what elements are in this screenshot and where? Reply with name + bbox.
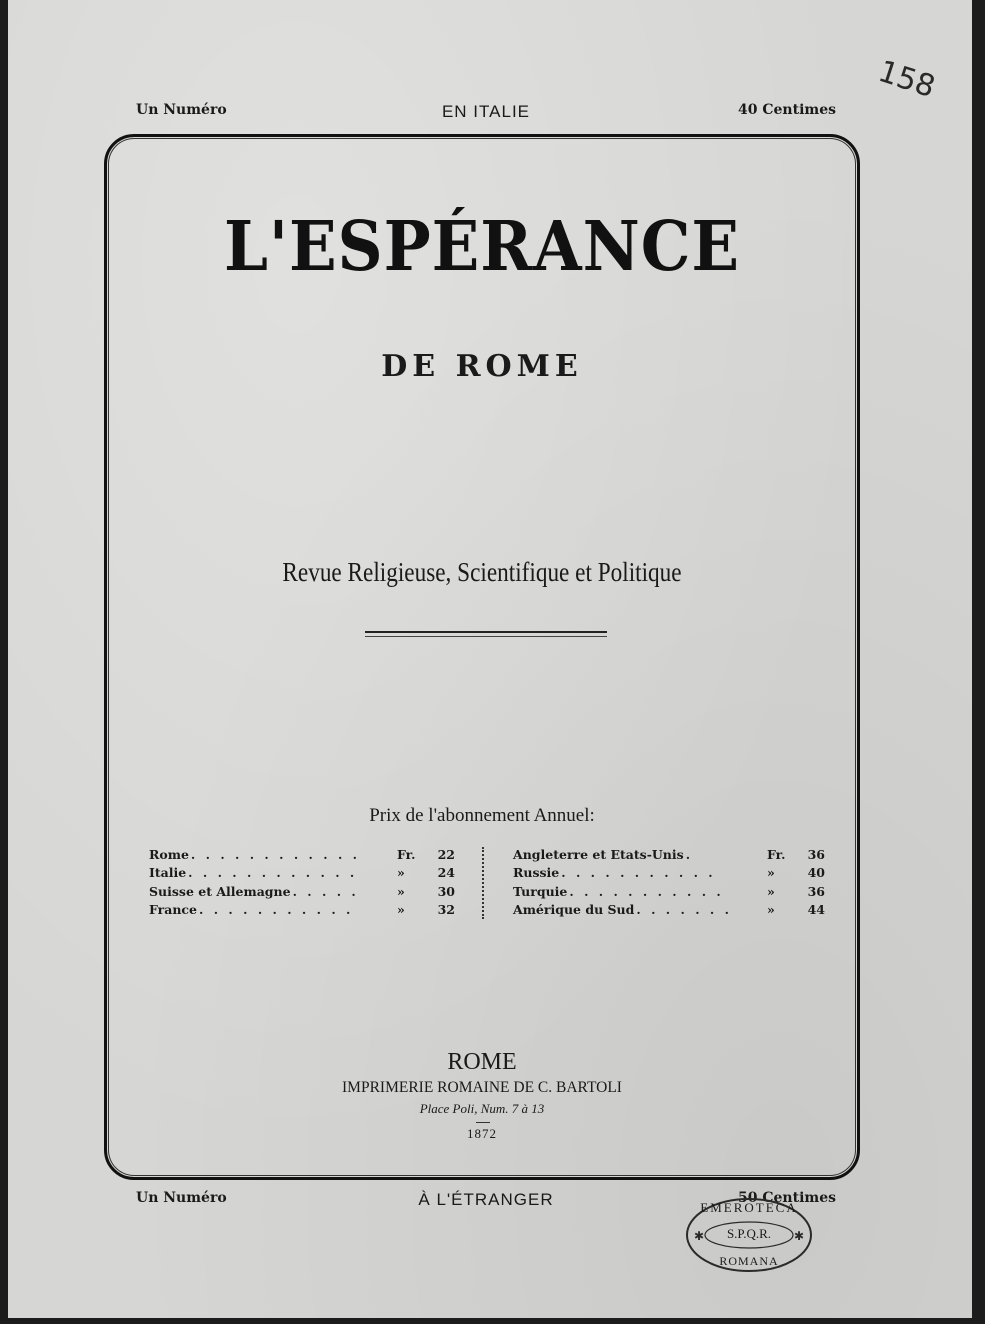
price-leader: . bbox=[685, 846, 694, 862]
price-location: France bbox=[149, 902, 197, 918]
price-unit: » bbox=[397, 865, 405, 881]
stamp-bottom-text: ROMANA bbox=[719, 1254, 779, 1268]
stamp-middle-text: S.P.Q.R. bbox=[726, 1226, 772, 1241]
imprint-address: Place Poli, Num. 7 à 13 bbox=[419, 1101, 545, 1116]
price-amount: 22 bbox=[437, 846, 455, 862]
price-unit: » bbox=[767, 902, 775, 918]
price-location: Suisse et Allemagne bbox=[149, 883, 291, 899]
price-leader: . . . . . . . . . . . bbox=[561, 865, 716, 881]
bottom-region-label: À L'ÉTRANGER bbox=[418, 1190, 554, 1209]
top-issue-label: Un Numéro bbox=[136, 102, 227, 118]
price-row bbox=[149, 845, 455, 864]
svg-text:✱: ✱ bbox=[794, 1229, 805, 1243]
price-location: Russie bbox=[513, 865, 560, 881]
top-issue-price: 40 Centimes bbox=[738, 102, 836, 118]
price-amount: 36 bbox=[807, 883, 825, 899]
price-amount: 32 bbox=[437, 902, 455, 918]
document-page bbox=[8, 0, 972, 1318]
top-region-label: EN ITALIE bbox=[441, 102, 531, 121]
price-leader: . . . . . bbox=[292, 883, 359, 899]
bottom-issue-label: Un Numéro bbox=[136, 1190, 227, 1206]
price-unit: Fr. bbox=[397, 846, 416, 862]
price-location: Angleterre et Etats-Unis bbox=[513, 846, 684, 862]
imprint-printer: IMPRIMERIE ROMAINE DE C. BARTOLI bbox=[342, 1079, 622, 1096]
library-stamp bbox=[684, 1196, 814, 1274]
price-leader: . . . . . . . . . . . bbox=[569, 883, 724, 899]
price-row bbox=[513, 901, 825, 920]
price-location: Italie bbox=[149, 865, 187, 881]
subscription-heading: Prix de l'abonnement Annuel: bbox=[369, 805, 595, 826]
price-unit: » bbox=[767, 883, 775, 899]
masthead-title: L'ESPÉRANCE bbox=[223, 207, 741, 287]
imprint-year: 1872 bbox=[467, 1126, 497, 1141]
price-amount: 44 bbox=[807, 902, 825, 918]
price-location: Amérique du Sud bbox=[513, 902, 635, 918]
price-row bbox=[513, 864, 825, 883]
price-row bbox=[149, 901, 455, 920]
imprint-city: ROME bbox=[447, 1049, 517, 1075]
price-location: Turquie bbox=[513, 883, 568, 899]
price-unit: Fr. bbox=[767, 846, 786, 862]
price-amount: 36 bbox=[807, 846, 825, 862]
ornamental-rule bbox=[365, 631, 607, 633]
stamp-top-text: EMEROTECA bbox=[700, 1200, 798, 1215]
price-leader: . . . . . . . . . . . . bbox=[190, 846, 360, 862]
price-unit: » bbox=[397, 883, 405, 899]
price-amount: 24 bbox=[437, 865, 455, 881]
price-unit: » bbox=[397, 902, 405, 918]
price-list-left bbox=[149, 845, 455, 919]
imprint-dash bbox=[476, 1122, 490, 1123]
masthead-tagline: Revue Religieuse, Scientifique et Politique bbox=[282, 557, 682, 587]
price-row bbox=[513, 882, 825, 901]
bottom-issue-price: 50 Centimes bbox=[738, 1190, 836, 1206]
top-price-line bbox=[136, 102, 836, 126]
ornamental-rule-thin bbox=[365, 636, 607, 637]
handwritten-page-number: 158 bbox=[873, 54, 940, 105]
cover-frame bbox=[104, 134, 860, 1180]
price-list-right bbox=[513, 845, 825, 919]
price-column-divider bbox=[482, 847, 484, 919]
price-row bbox=[149, 864, 455, 883]
price-amount: 30 bbox=[437, 883, 455, 899]
price-leader: . . . . . . . . . . . . bbox=[188, 865, 358, 881]
price-row bbox=[149, 882, 455, 901]
price-location: Rome bbox=[149, 846, 189, 862]
price-amount: 40 bbox=[807, 865, 825, 881]
svg-text:✱: ✱ bbox=[694, 1229, 705, 1243]
price-leader: . . . . . . . . . . . bbox=[199, 902, 354, 918]
masthead-subtitle: DE ROME bbox=[381, 349, 583, 384]
price-leader: . . . . . . . bbox=[636, 902, 732, 918]
price-unit: » bbox=[767, 865, 775, 881]
price-row bbox=[513, 845, 825, 864]
